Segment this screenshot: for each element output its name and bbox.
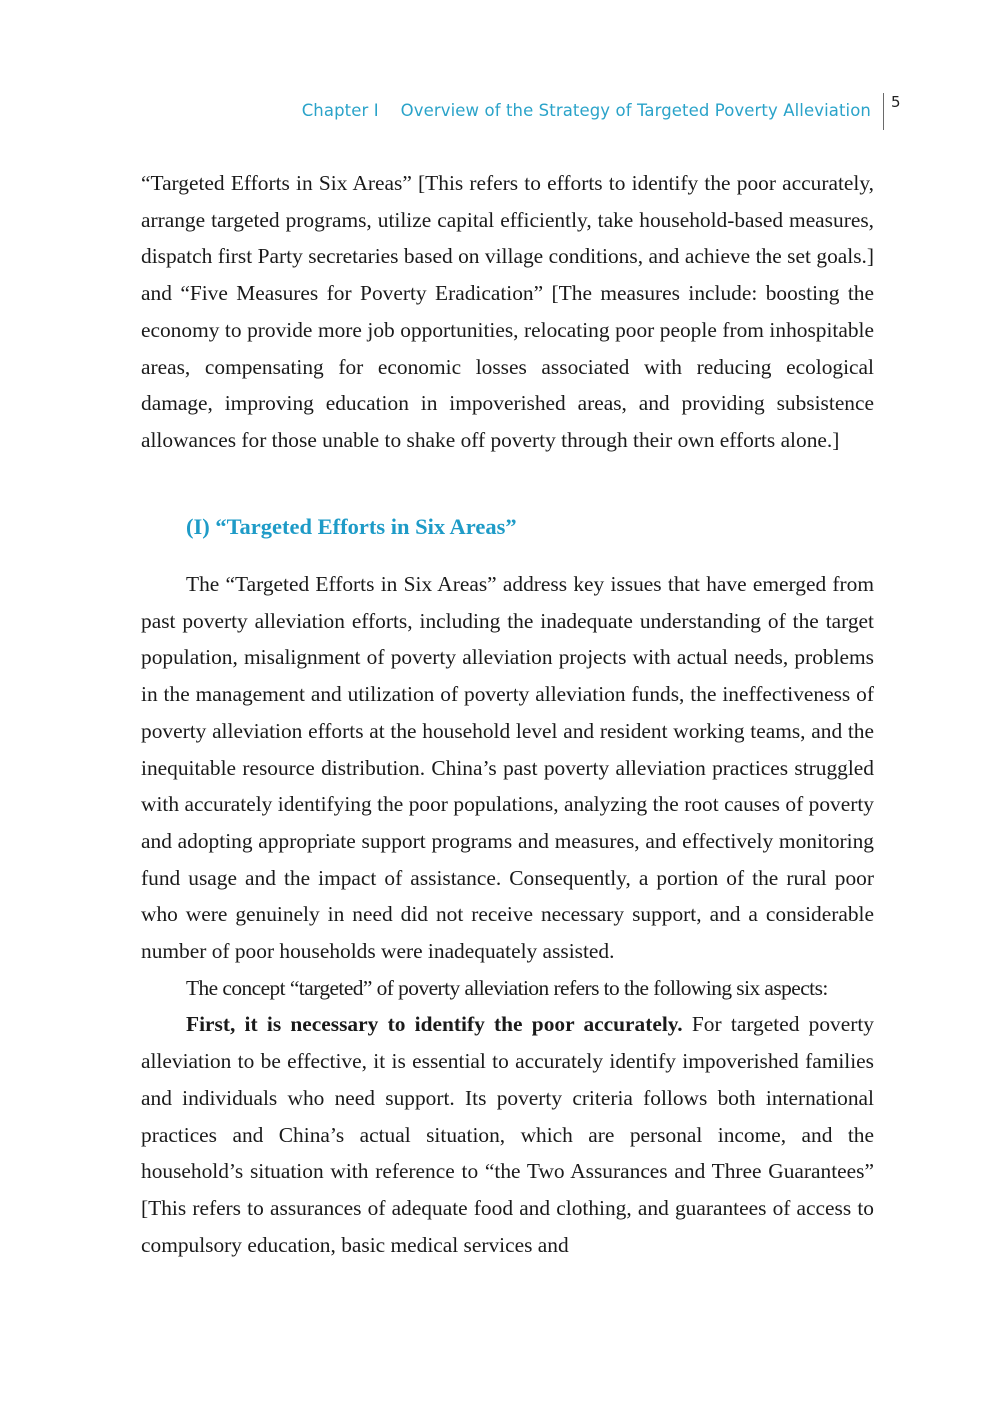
section-body bbox=[141, 566, 874, 1263]
first-point-text: For targeted poverty alleviation to be effective, it is essential to accurately identify impoverished families and individuals who need support. Its poverty criteria follows both international practices and China’s actual situation, which are personal income, and the household’s situation with reference to “the Two Assurances and Three Guarantees” [This refers to assurances of adequate food and clothing, and guarantees of access to compulsory education, basic medical services and bbox=[141, 1012, 874, 1257]
first-point-lead: First, it is necessary to identify the poor accurately. bbox=[186, 1012, 683, 1037]
section-heading: (I) “Targeted Efforts in Six Areas” bbox=[186, 514, 517, 539]
paragraph-issues: The “Targeted Efforts in Six Areas” address key issues that have emerged from past poverty alleviation efforts, including the inadequate understanding of the target population, misalignment of poverty alleviation projects with actual needs, problems in the management and utilization of poverty alleviation funds, the ineffectiveness of poverty alleviation efforts at the household level and resident working teams, and the inequitable resource distribution. China’s past poverty alleviation practices struggled with accurately identifying the poor populations, analyzing the root causes of poverty and adopting appropriate support programs and measures, and effectively monitoring fund usage and the impact of assistance. Consequently, a portion of the rural poor who were genuinely in need did not receive necessary support, and a considerable number of poor households were inadequately assisted. bbox=[141, 572, 874, 964]
header-divider bbox=[883, 93, 884, 130]
page-number: 5 bbox=[891, 93, 901, 111]
paragraph-first-point bbox=[141, 1006, 874, 1263]
chapter-title: Overview of the Strategy of Targeted Poverty Alleviation bbox=[400, 101, 871, 120]
running-header bbox=[302, 101, 871, 120]
chapter-label: Chapter I bbox=[301, 101, 379, 120]
continuation-block bbox=[141, 165, 874, 459]
paragraph-concept: The concept “targeted” of poverty alleviation refers to the following six aspects: bbox=[186, 975, 828, 1000]
continuation-paragraph: “Targeted Efforts in Six Areas” [This refers to efforts to identify the poor accurately, arrange targeted programs, utilize capital efficiently, take household-based measures, dispatch first Party secretaries based on village conditions, and achieve the set goals.] and “Five Measures for Poverty Eradication” [The measures include: boosting the economy to provide more job opportunities, relocating poor people from inhospitable areas, compensating for economic losses associated with reducing ecological damage, improving education in impoverished areas, and providing subsistence allowances for those unable to shake off poverty through their own efforts alone.] bbox=[141, 171, 874, 452]
